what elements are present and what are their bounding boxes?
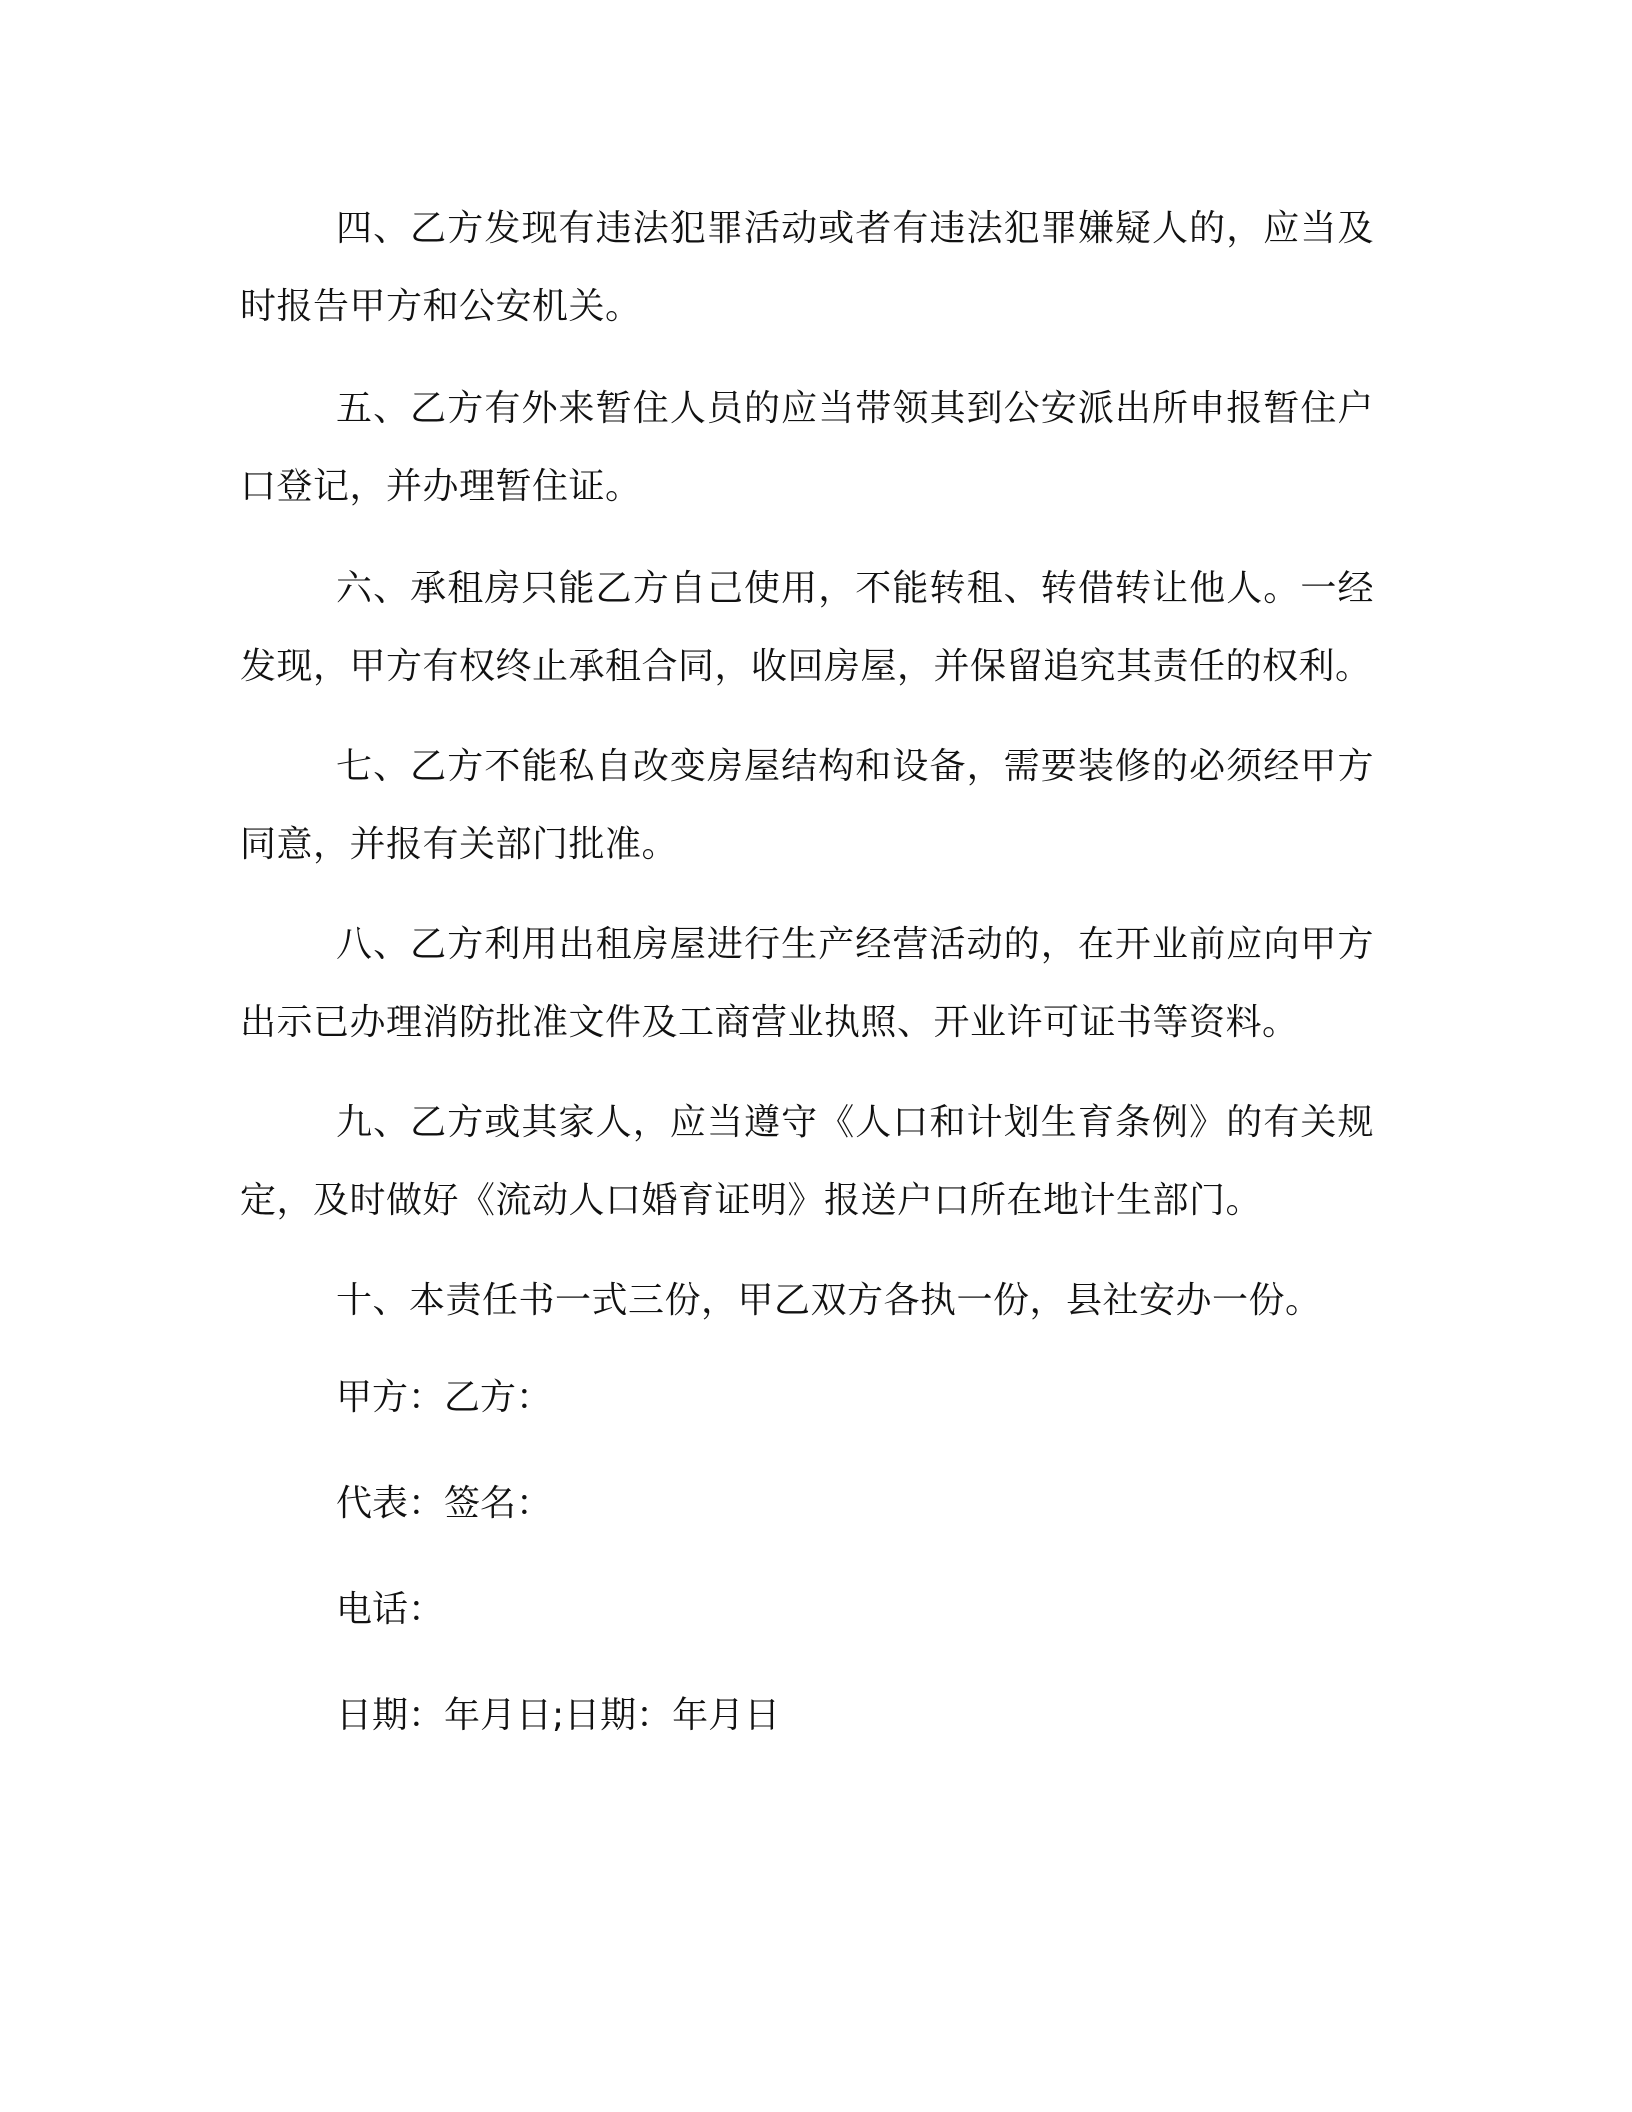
clause-5: 五、乙方有外来暂住人员的应当带领其到公安派出所申报暂住户口登记，并办理暂住证。 [240,388,1374,507]
clause-4: 四、乙方发现有违法犯罪活动或者有违法犯罪嫌疑人的，应当及时报告甲方和公安机关。 [240,208,1374,327]
clause-6: 六、承租房只能乙方自己使用，不能转租、转借转让他人。一经发现，甲方有权终止承租合同，收回房屋，并保留追究其责任的权利。 [240,568,1374,687]
signature-parties: 甲方：乙方： [336,1377,553,1418]
clause-10: 十、本责任书一式三份，甲乙双方各执一份，县社安办一份。 [336,1280,1322,1321]
signature-representatives: 代表：签名： [336,1483,553,1524]
signature-dates: 日期：年月日;日期：年月日 [336,1695,781,1736]
clause-7: 七、乙方不能私自改变房屋结构和设备，需要装修的必须经甲方同意，并报有关部门批准。 [240,746,1374,865]
signature-phone: 电话： [336,1589,445,1630]
clause-8: 八、乙方利用出租房屋进行生产经营活动的，在开业前应向甲方出示已办理消防批准文件及工商营业执照、开业许可证书等资料。 [240,924,1374,1043]
clause-9: 九、乙方或其家人，应当遵守《人口和计划生育条例》的有关规定，及时做好《流动人口婚育证明》报送户口所在地计生部门。 [240,1102,1374,1221]
